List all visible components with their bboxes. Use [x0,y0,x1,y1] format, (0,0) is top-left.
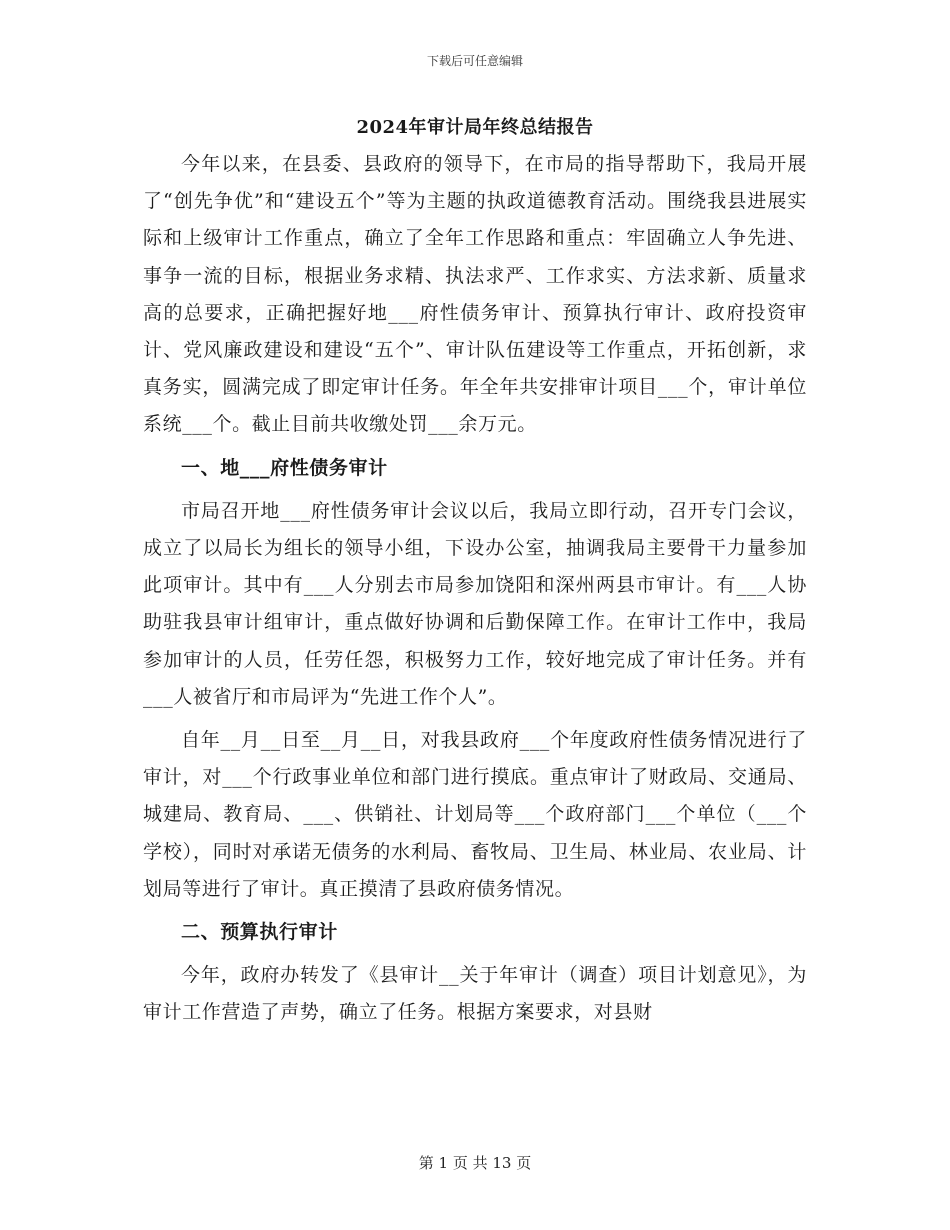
paragraph-debt-audit-2: 自年__月__日至__月__日，对我县政府___个年度政府性债务情况进行了审计，对___个行政事业单位和部门进行摸底。重点审计了财政局、交通局、城建局、教育局、___、供销社、计划局等___个政府部门___个单位（___个学校），同时对承诺无债务的水利局、畜牧局、卫生局、林业局、农业局、计划局等进行了审计。真正摸清了县政府债务情况。 [143,729,807,900]
page-number: 第 1 页 共 13 页 [418,1154,532,1172]
paragraph-intro: 今年以来，在县委、县政府的领导下，在市局的指导帮助下，我局开展了“创先争优”和“建设五个”等为主题的执政道德教育活动。围绕我县进展实际和上级审计工作重点，确立了全年工作思路和重点：牢固确立人争先进、事争一流的目标，根据业务求精、执法求严、工作求实、方法求新、质量求高的总要求，正确把握好地___府性债务审计、预算执行审计、政府投资审计、党风廉政建设和建设“五个”、审计队伍建设等工作重点，开拓创新，求真务实，圆满完成了即定审计任务。年全年共安排审计项目___个，审计单位系统___个。截止目前共收缴处罚___余万元。 [143,153,807,436]
section-heading-2: 二、预算执行审计 [181,921,338,944]
document-body [143,110,807,1032]
header-note: 下载后可任意编辑 [426,54,523,68]
document-title: 2024年审计局年终总结报告 [356,117,594,138]
paragraph-debt-audit-1: 市局召开地___府性债务审计会议以后，我局立即行动，召开专门会议，成立了以局长为组长的领导小组，下设办公室，抽调我局主要骨干力量参加此项审计。其中有___人分别去市局参加饶阳和深州两县市审计。有___人协助驻我县审计组审计，重点做好协调和后勤保障工作。在审计工作中，我局参加审计的人员，任劳任怨，积极努力工作，较好地完成了审计任务。并有___人被省厅和市局评为“先进工作个人”。 [143,499,807,708]
section-heading-1: 一、地___府性债务审计 [181,456,388,479]
paragraph-budget-audit: 今年，政府办转发了《县审计__关于年审计（调查）项目计划意见》，为审计工作营造了声势，确立了任务。根据方案要求，对县财 [143,964,807,1024]
